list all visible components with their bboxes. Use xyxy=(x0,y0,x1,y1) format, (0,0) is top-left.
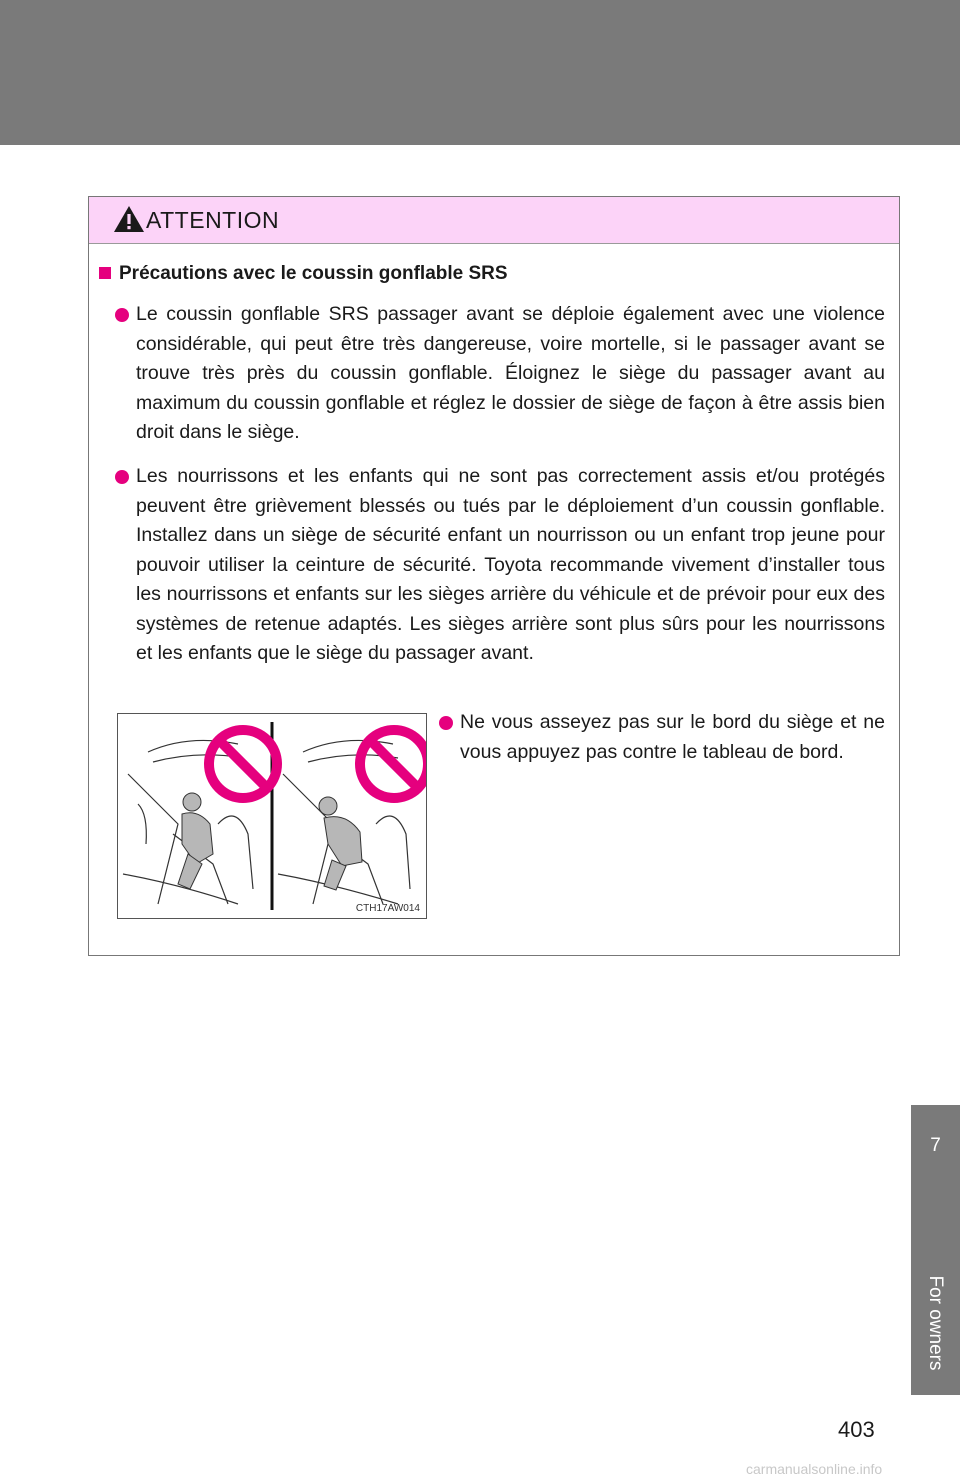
section-title-text: Précautions avec le coussin gonflable SRS xyxy=(119,263,508,284)
section-label: For owners xyxy=(925,1275,946,1371)
bullet-dot-icon xyxy=(115,308,129,322)
warning-icon xyxy=(113,204,145,234)
bullet-item xyxy=(115,462,885,669)
chapter-tab xyxy=(911,1105,960,1395)
square-bullet-icon xyxy=(99,267,111,279)
bullet-text: Ne vous asseyez pas sur le bord du siège et ne vous appuyez pas contre le tableau de bord. xyxy=(460,711,885,763)
attention-header xyxy=(89,197,899,244)
watermark: carmanualsonline.info xyxy=(746,1461,883,1477)
bullet-text: Les nourrissons et les enfants qui ne sont pas correctement assis et/ou protégés peuvent être grièvement blessés ou tués par le déploiement d’un coussin gonflable. Installez dans un siège de sécurité enfant un nourrisson ou un enfant trop jeune pour pouvoir utiliser la ceinture de sécurité. Toyota recommande vivement d’installer tous les nourrissons et enfants sur les sièges arrière du véhicule et de prévoir pour eux des systèmes de retenue adaptés. Les sièges arrière sont plus sûrs pour les nourrissons et les enfants que le siège du passager avant. xyxy=(136,465,885,664)
section-title xyxy=(99,263,508,285)
bullet-text: Le coussin gonflable SRS passager avant se déploie également avec une violence considérable, qui peut être très dangereuse, voire mortelle, si le passager avant se trouve très près du coussin gonflable. Éloignez le siège du passager avant au maximum du coussin gonflable et réglez le dossier de siège de façon à être assis bien droit dans le siège. xyxy=(136,303,885,443)
bullet-dot-icon xyxy=(439,716,453,730)
airbag-posture-illustration xyxy=(118,714,426,918)
bullet-item xyxy=(439,708,885,767)
bullet-dot-icon xyxy=(115,470,129,484)
bullet-item xyxy=(115,300,885,448)
chapter-number: 7 xyxy=(930,1135,941,1156)
attention-title: ATTENTION xyxy=(146,207,280,233)
top-band xyxy=(0,0,960,145)
page-number: 403 xyxy=(838,1417,875,1442)
attention-box xyxy=(88,196,900,956)
figure-code: CTH17AW014 xyxy=(355,903,420,914)
illustration-figure xyxy=(117,713,427,919)
